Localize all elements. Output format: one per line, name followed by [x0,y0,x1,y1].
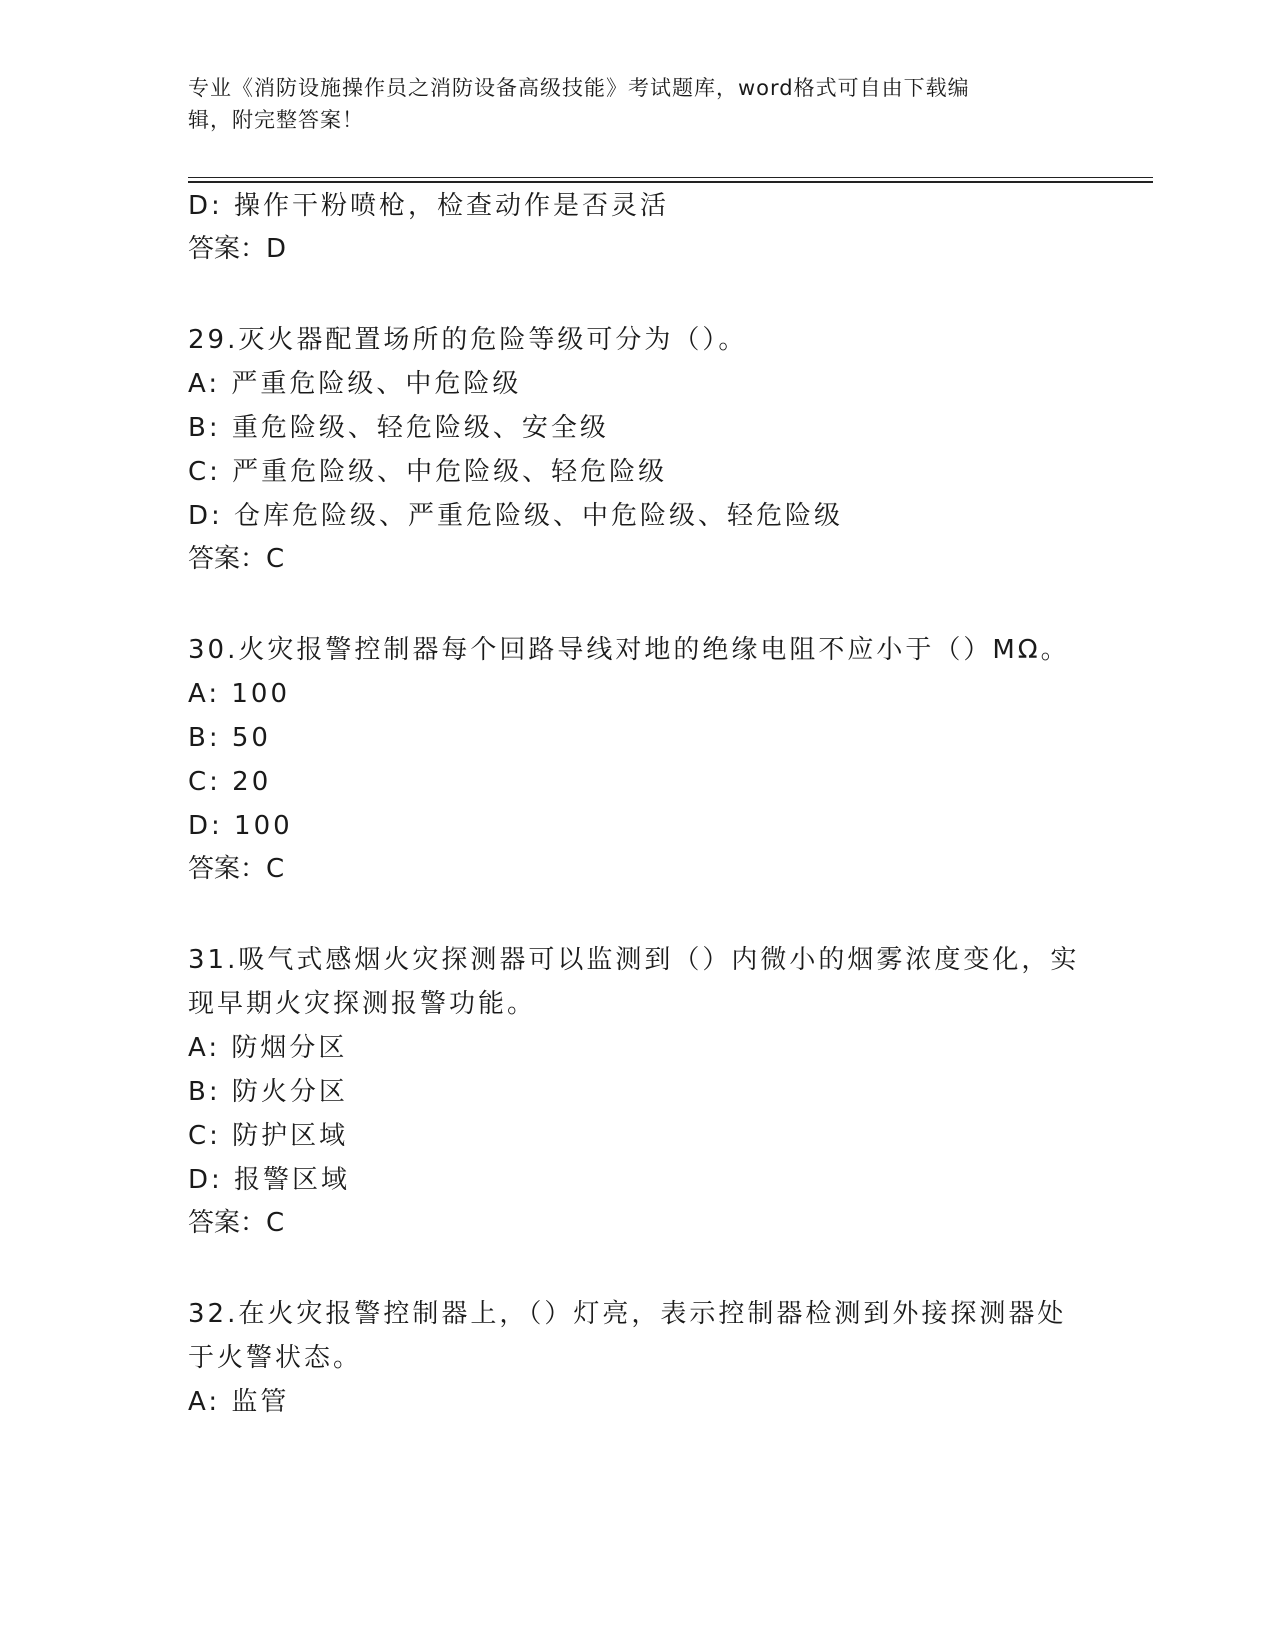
prev-answer: 答案：D [188,234,287,264]
header-divider-bottom [188,181,1153,183]
q30-stem: 30.火灾报警控制器每个回路导线对地的绝缘电阻不应小于（）MΩ。 [188,635,1070,665]
q31-option-a: A: 防烟分区 [188,1033,348,1063]
q31-answer: 答案：C [188,1208,285,1238]
q29-option-d: D: 仓库危险级、严重危险级、中危险级、轻危险级 [188,501,844,531]
prev-option-d: D: 操作干粉喷枪，检查动作是否灵活 [188,191,670,221]
q30-answer: 答案：C [188,854,285,884]
header-line-1: 专业《消防设施操作员之消防设备高级技能》考试题库，word格式可自由下载编 [188,76,970,100]
header-divider-top [188,177,1153,178]
q32-option-a: A: 监管 [188,1387,290,1417]
q31-option-d: D: 报警区域 [188,1165,351,1195]
q29-stem: 29.灭火器配置场所的危险等级可分为（）。 [188,325,748,355]
q29-answer: 答案：C [188,544,285,574]
q29-option-a: A: 严重危险级、中危险级 [188,369,522,399]
q31-stem-line-1: 31.吸气式感烟火灾探测器可以监测到（）内微小的烟雾浓度变化，实 [188,945,1080,975]
q30-option-c: C: 20 [188,767,272,797]
q31-option-c: C: 防护区域 [188,1121,349,1151]
document-header [188,72,1088,136]
q30-option-d: D: 100 [188,811,293,841]
q29-option-c: C: 严重危险级、中危险级、轻危险级 [188,457,668,487]
q31-option-b: B: 防火分区 [188,1077,348,1107]
q29-option-b: B: 重危险级、轻危险级、安全级 [188,413,609,443]
q30-option-b: B: 50 [188,723,271,753]
q32-stem-line-2: 于火警状态。 [188,1343,363,1373]
header-line-2: 辑，附完整答案！ [188,108,364,132]
q32-stem-line-1: 32.在火灾报警控制器上，（）灯亮，表示控制器检测到外接探测器处 [188,1299,1067,1329]
q31-stem-line-2: 现早期火灾探测报警功能。 [188,989,537,1019]
q30-option-a: A: 100 [188,679,290,709]
